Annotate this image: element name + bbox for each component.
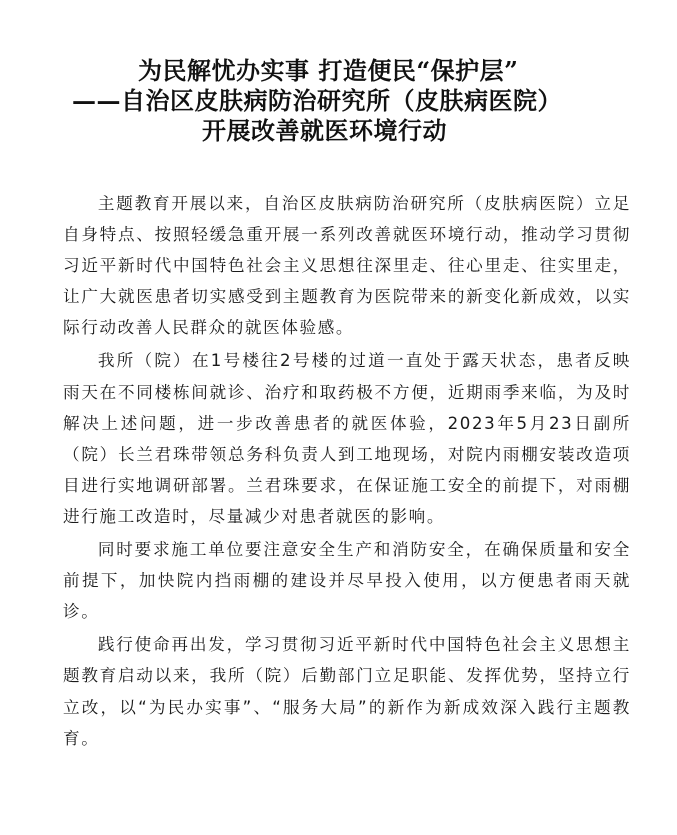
title-line-main: 为民解忧办实事 打造便民“保护层” <box>138 56 519 85</box>
body-paragraph: 践行使命再出发，学习贯彻习近平新时代中国特色社会主义思想主题教育启动以来，我所（院）后勤部门立足职能、发挥优势，坚持立行立改，以“为民办实事”、“服务大局”的新作为新成效深入践行主题教育。 <box>63 635 631 748</box>
article-body <box>63 188 631 756</box>
title-line-subtitle-cont: 开展改善就医环境行动 <box>202 116 447 145</box>
body-paragraph: 同时要求施工单位要注意安全生产和消防安全，在确保质量和安全前提下，加快院内挡雨棚的建设并尽早投入使用，以方便患者雨天就诊。 <box>63 540 631 622</box>
article-title <box>0 56 677 146</box>
title-line-subtitle: ——自治区皮肤病防治研究所（皮肤病医院） <box>72 86 562 115</box>
body-paragraph: 我所（院）在1号楼往2号楼的过道一直处于露天状态，患者反映雨天在不同楼栋间就诊、治疗和取药极不方便，近期雨季来临，为及时解决上述问题，进一步改善患者的就医体验，2023年5月23日副所（院）长兰君珠带领总务科负责人到工地现场，对院内雨棚安装改造项目进行实地调研部署。兰君珠要求，在保证施工安全的前提下，对雨棚进行施工改造时，尽量减少对患者就医的影响。 <box>63 351 631 526</box>
body-paragraph: 主题教育开展以来，自治区皮肤病防治研究所（皮肤病医院）立足自身特点、按照轻缓急重开展一系列改善就医环境行动，推动学习贯彻习近平新时代中国特色社会主义思想往深里走、往心里走、往实里走，让广大就医患者切实感受到主题教育为医院带来的新变化新成效，以实际行动改善人民群众的就医体验感。 <box>63 194 631 338</box>
